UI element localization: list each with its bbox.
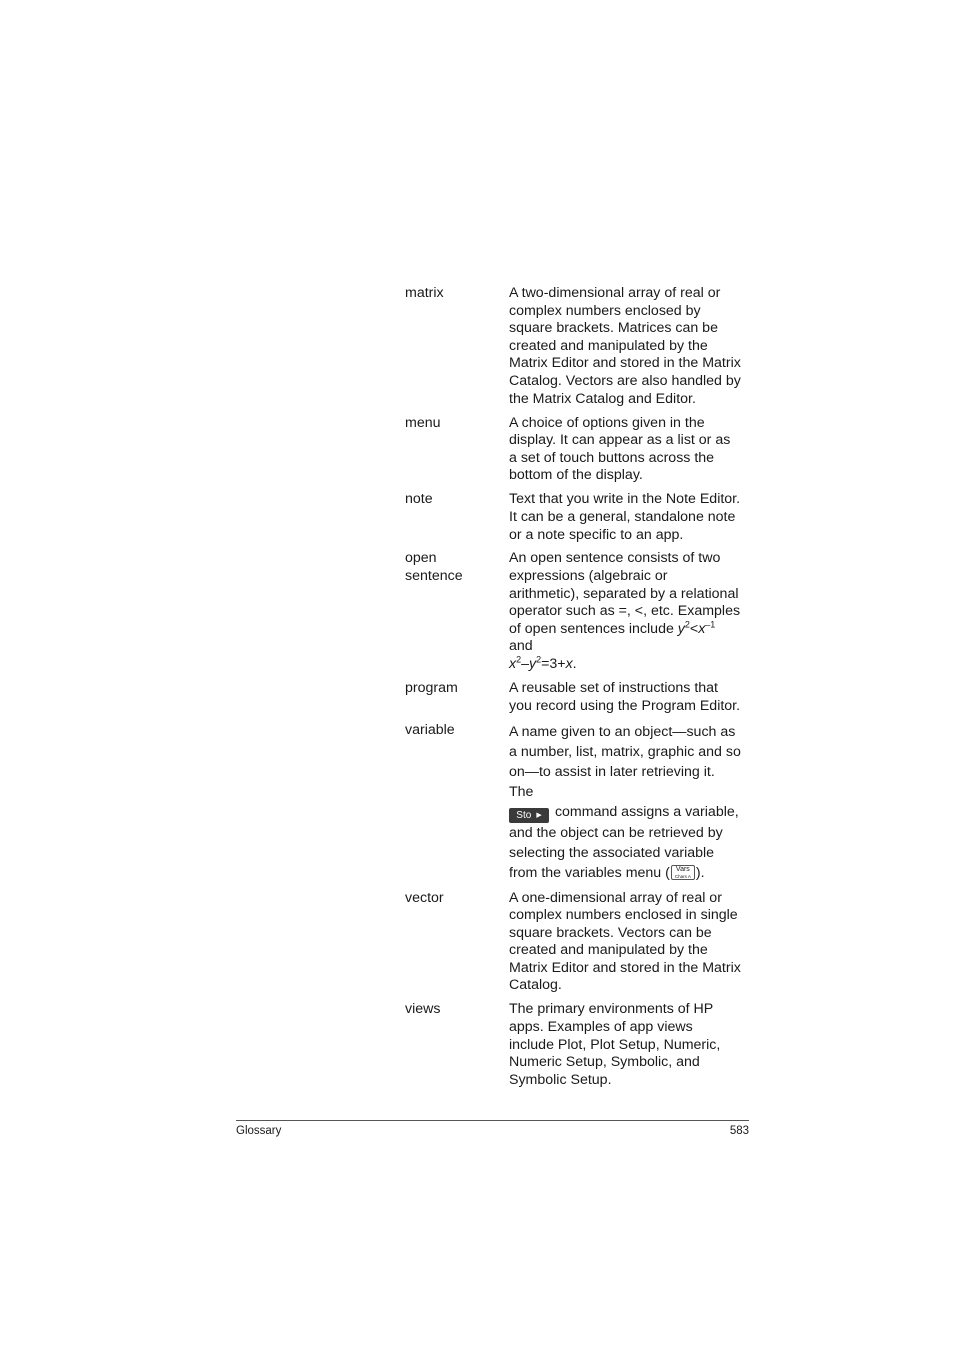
glossary-definition: A choice of options given in the display. It can appear as a list or as a set of touch buttons across the bottom of the display. [509,414,731,484]
glossary-term-line: sentence [405,568,463,585]
glossary-definition: The primary environments of HP apps. Examples of app views include Plot, Plot Setup, Numeric, Numeric Setup, Symbolic, and Symbolic Setup. [509,1001,721,1088]
math-var-x: x [509,656,517,673]
glossary-term: program [405,680,458,697]
math-exponent: 2 [684,619,690,630]
glossary-term: menu [405,414,441,431]
glossary-term: variable [405,721,455,738]
math-var-y: y [677,620,685,637]
glossary-entry-matrix [405,285,750,408]
glossary-entry-program [405,680,750,715]
footer-page-number: 583 [729,1125,749,1137]
glossary-term [405,550,509,673]
glossary-definition [509,550,741,673]
glossary-definition: Text that you write in the Note Editor. It can be a general, standalone note or a note specific to an app. [509,491,741,543]
glossary-definition: A reusable set of instructions that you record using the Program Editor. [509,680,741,714]
definition-text: An open sentence consists of two expressions (algebraic or arithmetic), separated by a relational operator such as =, <, etc. Examples of open sentences include [509,550,741,637]
footer-section-title: Glossary [236,1125,282,1137]
definition-text: and [509,638,533,655]
math-operator: < [689,620,699,637]
math-var-y: y [529,656,537,673]
glossary-term: matrix [405,285,444,301]
definition-text: A name given to an object—such as a number, list, matrix, graphic and so on—to assist in later retrieving it. The [509,723,741,800]
math-operator: – [521,656,529,673]
glossary-entry-note [405,491,750,544]
glossary-term: vector [405,889,444,906]
math-exponent: 2 [536,654,542,665]
sto-key-icon: Sto ▶ [509,808,549,823]
glossary-entry-vector [405,890,750,996]
math-exponent: 2 [516,654,522,665]
glossary-term-line: open [405,550,437,567]
glossary-entry-menu [405,415,750,485]
glossary-list [405,285,750,1096]
glossary-term: note [405,491,433,508]
footer-divider [236,1120,749,1121]
glossary-entry-views [405,1001,750,1089]
math-exponent: –1 [705,619,716,630]
math-operator: =3+ [541,656,566,673]
glossary-entry-open-sentence [405,550,750,673]
glossary-term: views [405,1001,441,1018]
glossary-definition [509,722,741,884]
math-var-x: x [565,656,573,673]
glossary-entry-variable [405,722,750,884]
definition-text: command assigns a variable, and the object can be retrieved by selecting the associated variable from the variables menu ( [509,803,739,882]
glossary-definition: A two-dimensional array of real or complex numbers enclosed by square brackets. Matrices can be created and manipulated by the Matrix Editor and stored in the Matrix Catalog. Vectors are also handled by the Matrix Catalog and Editor. [509,285,741,407]
glossary-definition: A one-dimensional array of real or complex numbers enclosed in single square brackets. Vectors can be created and manipulated by the Matrix Editor and stored in the Matrix Catalog. [509,889,741,994]
vars-key-icon: Vars Chars A [671,865,695,880]
math-var-x: x [698,620,706,637]
definition-text: ). [695,865,705,882]
definition-text: . [572,656,577,673]
